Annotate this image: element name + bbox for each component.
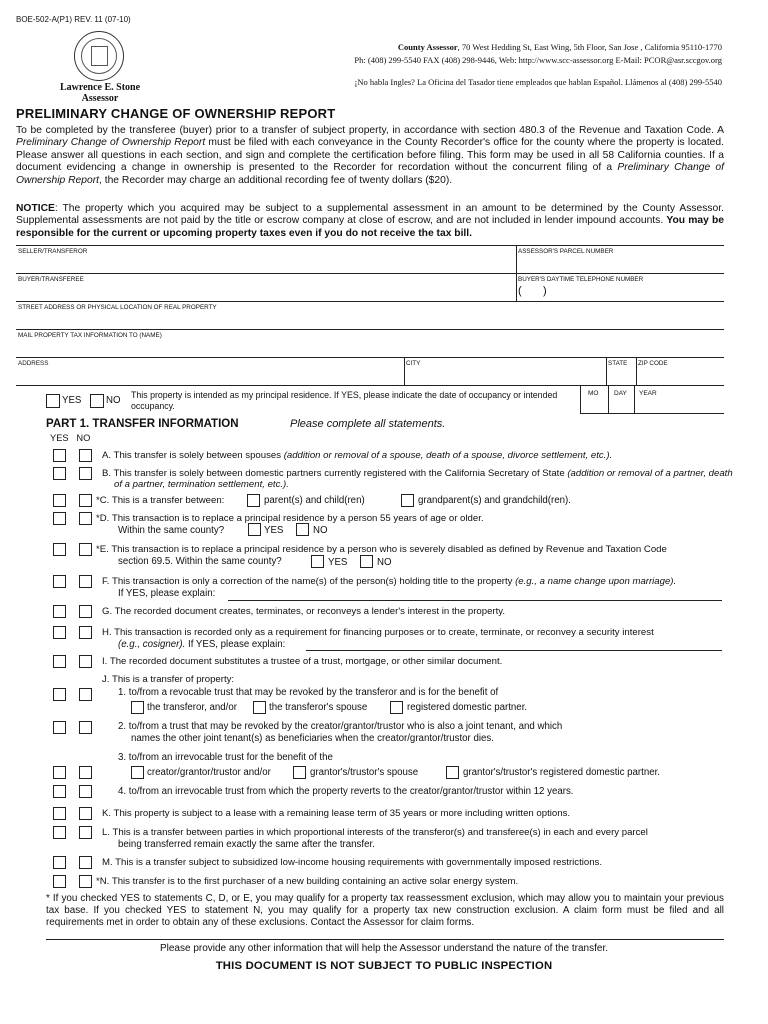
letter: *E. (96, 544, 109, 555)
text: If YES, please explain: (185, 639, 286, 650)
d-no-checkbox[interactable] (79, 512, 92, 525)
d-county-no-checkbox[interactable] (296, 523, 309, 536)
text: This transaction is recorded only as a requirement for financing purposes or to create, terminate, or reconvey a security interest (114, 627, 654, 638)
letter: *C. (96, 495, 110, 506)
part1-subtitle: Please complete all statements. (290, 418, 446, 430)
statement-f (102, 576, 728, 587)
b-yes-checkbox[interactable] (53, 467, 66, 480)
divider (608, 385, 609, 413)
l-yes-checkbox[interactable] (53, 826, 66, 839)
phone-field[interactable] (516, 273, 724, 301)
n-no-checkbox[interactable] (79, 875, 92, 888)
form-id: BOE-502-A(P1) REV. 11 (07-10) (16, 15, 131, 24)
j3-partner-checkbox[interactable] (446, 766, 459, 779)
c-opt1-label: parent(s) and child(ren) (264, 495, 365, 506)
j3-creator-checkbox[interactable] (131, 766, 144, 779)
d-county-no-label: NO (313, 525, 328, 536)
statement-j (102, 674, 728, 685)
d-county-yes-label: YES (264, 525, 284, 536)
letter: H. (102, 627, 112, 638)
year-label: YEAR (639, 390, 657, 397)
text: This transfer is solely between domestic partners currently registered with the California Secretary of State (113, 468, 568, 479)
statement-i (102, 656, 728, 667)
letter: *D. (96, 513, 110, 524)
letter: J. (102, 674, 110, 685)
principal-yes-checkbox[interactable] (46, 394, 60, 408)
divider (516, 245, 517, 301)
statement-e (96, 544, 722, 555)
h-explain-input[interactable] (306, 648, 722, 651)
apn-field[interactable] (516, 245, 724, 273)
principal-no-label: NO (106, 395, 121, 406)
yes-no-header (50, 433, 90, 443)
text: This transaction is to replace a principal residence by a person 55 years of age or older. (111, 513, 484, 524)
j2b-text: names the other joint tenant(s) as beneficiaries when the creator/grantor/trustor dies. (131, 733, 494, 744)
occupancy-month-input[interactable] (588, 399, 608, 411)
text: The recorded document creates, terminates, or reconveys a lender's interest in the property. (114, 606, 506, 617)
letter: F. (102, 576, 110, 587)
k-yes-checkbox[interactable] (53, 807, 66, 820)
e-county-yes-checkbox[interactable] (311, 555, 324, 568)
occupancy-year-input[interactable] (639, 399, 719, 411)
day-label: DAY (614, 390, 627, 397)
intro-paragraph (16, 125, 724, 187)
j1-spouse-checkbox[interactable] (253, 701, 266, 714)
city-label: CITY (406, 360, 421, 367)
j4-yes-checkbox[interactable] (53, 785, 66, 798)
e-no-checkbox[interactable] (79, 543, 92, 556)
j1-partner-checkbox[interactable] (390, 701, 403, 714)
j3a-label: creator/grantor/trustor and/or (147, 767, 271, 778)
d-yes-checkbox[interactable] (53, 512, 66, 525)
phone-value: ( ) (518, 285, 547, 297)
italic: (e.g., cosigner). (118, 639, 186, 650)
j3c-label: grantor's/trustor's registered domestic partner. (463, 767, 660, 778)
j1-text: 1. to/from a revocable trust that may be revoked by the transferor and is for the benefit of (118, 687, 499, 698)
street-label: STREET ADDRESS OR PHYSICAL LOCATION OF REAL PROPERTY (18, 304, 217, 311)
assessor-name: Lawrence E. Stone (59, 82, 141, 93)
seller-label: SELLER/TRANSFEROR (18, 248, 88, 255)
notice-text: : The property which you acquired may be subject to a supplemental assessment in an amount to be determined by the County Assessor. Supplemental assessments are not paid by the title or escrow company at close of escrow, and are not included in lender impound accounts. (16, 203, 724, 227)
j3-no-checkbox[interactable] (79, 766, 92, 779)
principal-residence-text: This property is intended as my principal residence. If YES, please indicate the date of occupancy or intended occupancy. (131, 390, 558, 411)
i-no-checkbox[interactable] (79, 655, 92, 668)
italic: (addition or removal of a spouse, death of a spouse, divorce settlement, etc.). (283, 450, 613, 461)
e-yes-checkbox[interactable] (53, 543, 66, 556)
state-field[interactable] (606, 357, 636, 385)
m-no-checkbox[interactable] (79, 856, 92, 869)
n-yes-checkbox[interactable] (53, 875, 66, 888)
letter: A. (102, 450, 112, 461)
spanish-notice: ¡No habla Ingles? La Oficina del Tasador tiene empleados que hablan Español. Llámenos al (408) 299-5540 (354, 77, 722, 87)
intro-text-2: must be filed with each conveyance in the County Recorder's office for the county where the property is located. Please answer all questions in each section, and sign and complete the certification before filing. This form may be used in all 58 California counties. If a document evidencing a change in ownership is presented to the Recorder for recordation without the concurrent filing of a (16, 137, 724, 174)
l-sub: being transferred remain exactly the same after the transfer. (118, 839, 375, 850)
l-no-checkbox[interactable] (79, 826, 92, 839)
c-opt2-label: grandparent(s) and grandchild(ren). (418, 495, 571, 506)
text: This is a transfer between: (111, 495, 225, 506)
divider (580, 385, 581, 413)
j1c-label: registered domestic partner. (407, 702, 528, 713)
no-header: NO (76, 433, 91, 443)
letter: M. (102, 857, 113, 868)
assessor-block (50, 82, 150, 104)
notice-paragraph (16, 203, 724, 240)
letter: G. (102, 606, 113, 617)
text: This is a transfer of property: (111, 674, 235, 685)
buyer-field[interactable] (16, 273, 516, 301)
c-no-checkbox[interactable] (79, 494, 92, 507)
divider (634, 385, 635, 413)
j1-transferor-checkbox[interactable] (131, 701, 144, 714)
buyer-label: BUYER/TRANSFEREE (18, 276, 84, 283)
assessor-address (398, 42, 722, 52)
c-parent-child-checkbox[interactable] (247, 494, 260, 507)
j1b-label: the transferor's spouse (269, 702, 368, 713)
apn-label: ASSESSOR'S PARCEL NUMBER (518, 248, 614, 255)
d-sub-label: Within the same county? (118, 525, 225, 536)
italic: (addition or removal of a partner, death of a partner, termination settlement, etc.). (114, 468, 733, 491)
letter: *N. (96, 876, 110, 887)
g-yes-checkbox[interactable] (53, 605, 66, 618)
f-yes-checkbox[interactable] (53, 575, 66, 588)
address-bold: County Assessor (397, 42, 458, 52)
city-field[interactable] (404, 357, 606, 385)
c-yes-checkbox[interactable] (53, 494, 66, 507)
letter: I. (102, 656, 108, 667)
j4-text: 4. to/from an irrevocable trust from which the property reverts to the creator/grantor/trustor within 12 years. (118, 786, 574, 797)
notice-label: NOTICE (16, 203, 55, 214)
part1-title: PART 1. TRANSFER INFORMATION (46, 418, 239, 430)
statement-m (102, 857, 728, 868)
statement-n (96, 876, 722, 887)
statement-g (102, 606, 728, 617)
occupancy-day-input[interactable] (614, 399, 634, 411)
j3-text: 3. to/from an irrevocable trust for the benefit of the (118, 752, 333, 763)
text: This transaction is to replace a principal residence by a person who is severely disabled as defined by Revenue and Taxation Code (111, 544, 667, 555)
phone-label: BUYER'S DAYTIME TELEPHONE NUMBER (518, 276, 644, 283)
state-label: STATE (608, 360, 628, 367)
i-yes-checkbox[interactable] (53, 655, 66, 668)
divider (606, 357, 607, 385)
month-label: MO (588, 390, 599, 397)
zip-field[interactable] (636, 357, 724, 385)
italic: (e.g., a name change upon marriage). (515, 576, 677, 587)
m-yes-checkbox[interactable] (53, 856, 66, 869)
j3-spouse-checkbox[interactable] (293, 766, 306, 779)
h-yes-checkbox[interactable] (53, 626, 66, 639)
j2-text: 2. to/from a trust that may be revoked by the creator/grantor/trustor who is also a joint tenant, and which (118, 721, 563, 732)
j4-no-checkbox[interactable] (79, 785, 92, 798)
b-no-checkbox[interactable] (79, 467, 92, 480)
h-sub (118, 639, 285, 650)
j1-no-checkbox[interactable] (79, 688, 92, 701)
footer-info: Please provide any other information that will help the Assessor understand the nature of the transfer. (159, 943, 609, 954)
assessor-contacts: Ph: (408) 299-5540 FAX (408) 298-9446, Web: http://www.scc-assessor.org E-Mail: PCOR@asr.sccgov.org (354, 55, 722, 65)
principal-no-checkbox[interactable] (90, 394, 104, 408)
text: This transaction is only a correction of the name(s) of the person(s) holding title to the property (111, 576, 516, 587)
footer-notice: THIS DOCUMENT IS NOT SUBJECT TO PUBLIC INSPECTION (215, 960, 553, 972)
zip-label: ZIP CODE (638, 360, 668, 367)
j3-yes-checkbox[interactable] (53, 766, 66, 779)
k-no-checkbox[interactable] (79, 807, 92, 820)
text: This property is subject to a lease with a remaining lease term of 35 years or more including written options. (113, 808, 571, 819)
mail-name-field[interactable] (16, 329, 724, 357)
e-county-no-checkbox[interactable] (360, 555, 373, 568)
j2-yes-checkbox[interactable] (53, 721, 66, 734)
mail-label: MAIL PROPERTY TAX INFORMATION TO (NAME) (18, 332, 162, 339)
f-no-checkbox[interactable] (79, 575, 92, 588)
j1a-label: the transferor, and/or (147, 702, 237, 713)
e-sub-label: section 69.5. Within the same county? (118, 556, 282, 567)
seller-field[interactable] (16, 245, 516, 273)
divider (636, 357, 637, 385)
f-sub-label: If YES, please explain: (118, 588, 216, 599)
statement-b (102, 468, 740, 490)
j2-no-checkbox[interactable] (79, 721, 92, 734)
intro-text-1: To be completed by the transferee (buyer) prior to a transfer of subject property, in accordance with section 480.3 of the Revenue and Taxation Code. A (16, 125, 724, 136)
intro-italic-2: Preliminary Change of Ownership Report (16, 162, 725, 186)
statement-h (102, 627, 728, 638)
j3b-label: grantor's/trustor's spouse (310, 767, 419, 778)
principal-yes-label: YES (62, 395, 82, 406)
h-no-checkbox[interactable] (79, 626, 92, 639)
a-no-checkbox[interactable] (79, 449, 92, 462)
yes-header: YES (50, 433, 69, 443)
text: This transfer is to the first purchaser of a new building containing an active solar energy system. (111, 876, 519, 887)
statement-k (102, 808, 728, 819)
text: The recorded document substitutes a trustee of a trust, mortgage, or other similar document. (109, 656, 503, 667)
g-no-checkbox[interactable] (79, 605, 92, 618)
a-yes-checkbox[interactable] (53, 449, 66, 462)
divider (46, 939, 724, 940)
address-rest: , 70 West Hedding St, East Wing, 5th Floor, San Jose , California 95110-1770 (457, 42, 722, 52)
letter: K. (102, 808, 112, 819)
text: This is a transfer between parties in which proportional interests of the transferor(s) and transferee(s) in each and every parcel (112, 827, 648, 838)
address-field[interactable] (16, 357, 404, 385)
letter: B. (102, 468, 112, 479)
statement-l (102, 827, 728, 838)
intro-italic-1: Preliminary Change of Ownership Report (16, 137, 206, 149)
e-county-yes-label: YES (328, 557, 348, 568)
address-label: ADDRESS (18, 360, 49, 367)
statement-d (96, 513, 722, 524)
footnote: * If you checked YES to statements C, D, or E, you may qualify for a property tax reassessment exclusion, which may allow you to maintain your previous tax base. If you checked YES to statement N, you may qualify for a property tax new construction exclusion. A claim form must be filed and all requirements met in order to obtain any of these exclusions. Contact the Assessor for claim forms. (46, 893, 724, 929)
f-explain-input[interactable] (228, 598, 722, 601)
assessor-title: Assessor (81, 93, 119, 104)
divider (404, 357, 405, 385)
letter: L. (102, 827, 111, 838)
text: This transfer is solely between spouses (113, 450, 284, 461)
divider (580, 413, 724, 414)
divider (16, 385, 724, 386)
j1-yes-checkbox[interactable] (53, 688, 66, 701)
d-county-yes-checkbox[interactable] (248, 523, 261, 536)
street-field[interactable] (16, 301, 724, 329)
c-grandparent-checkbox[interactable] (401, 494, 414, 507)
intro-text-3: , the Recorder may charge an additional recording fee of twenty dollars ($20). (98, 174, 453, 186)
e-county-no-label: NO (377, 557, 392, 568)
statement-a (102, 450, 728, 461)
text: This is a transfer subject to subsidized low-income housing requirements with governmentally imposed restrictions. (115, 857, 603, 868)
county-seal-icon (74, 31, 124, 81)
page-title: PRELIMINARY CHANGE OF OWNERSHIP REPORT (16, 106, 336, 121)
notice-bold: You may be responsible for the current or upcoming property taxes even if you do not receive the tax bill. (16, 215, 724, 239)
